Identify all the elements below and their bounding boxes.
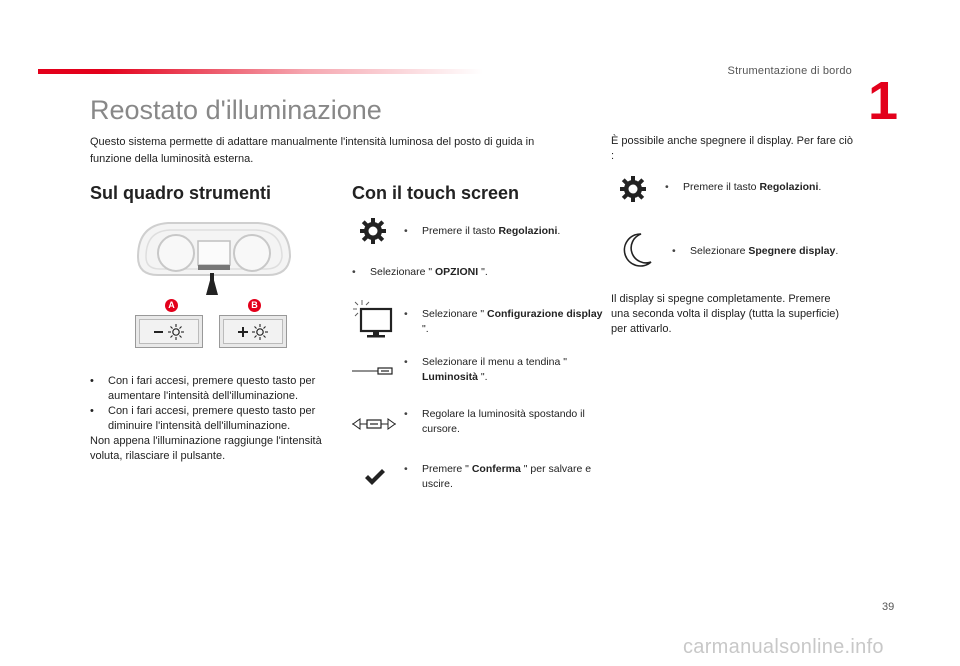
watermark: carmanualsonline.info xyxy=(683,636,884,658)
badge-a: A xyxy=(165,299,178,312)
touch-step-6: • Premere " Conferma " per salvare e uscire. xyxy=(404,463,592,490)
step-text: Con i fari accesi, premere questo tasto per aumentare l'intensità dell'illuminazione. xyxy=(108,375,316,402)
bullet-icon: • xyxy=(404,225,408,237)
dim-minus-button[interactable] xyxy=(135,315,203,348)
touch-step-3: • Selezionare " Configurazione display ". xyxy=(404,308,603,335)
touch-step-1: • Premere il tasto Regolazioni. xyxy=(404,225,561,237)
plus-brightness-icon xyxy=(236,323,272,341)
bullet-icon: • xyxy=(90,375,94,387)
instrument-panel-heading: Sul quadro strumenti xyxy=(90,183,272,203)
settings-gear-icon xyxy=(360,218,386,244)
touch-screen-heading: Con il touch screen xyxy=(352,183,520,203)
display-off-intro: È possibile anche spegnere il display. Per fare ciò : xyxy=(611,135,853,162)
section-label: Strumentazione di bordo xyxy=(727,65,852,77)
page-number: 39 xyxy=(882,601,895,613)
bullet-icon: • xyxy=(404,463,408,475)
display-off-outro: Il display si spegne completamente. Premere una seconda volta il display (tutta la superficie) per attivarlo. xyxy=(611,293,840,335)
dropdown-menu-icon xyxy=(352,364,394,376)
bullet-icon: • xyxy=(352,266,356,278)
chapter-number: 1 xyxy=(868,71,899,131)
dim-plus-button[interactable] xyxy=(219,315,287,348)
display-brightness-icon xyxy=(351,300,393,340)
bullet-icon: • xyxy=(404,308,408,320)
instrument-cluster-illustration xyxy=(128,217,298,299)
slider-cursor-icon xyxy=(352,417,396,431)
moon-icon xyxy=(619,232,653,268)
minus-brightness-icon xyxy=(152,323,188,341)
display-off-step-2: • Selezionare Spegnere display. xyxy=(672,245,839,257)
release-note: Non appena l'illuminazione raggiunge l'intensità voluta, rilasciare il pulsante. xyxy=(90,435,322,462)
step-text: Con i fari accesi, premere questo tasto per diminuire l'intensità dell'illuminazione. xyxy=(108,405,316,432)
page-title: Reostato d'illuminazione xyxy=(90,95,382,125)
bullet-icon: • xyxy=(404,408,408,420)
display-off-step-1: • Premere il tasto Regolazioni. xyxy=(665,181,822,193)
bullet-icon: • xyxy=(665,181,669,193)
instrument-panel-instructions xyxy=(90,374,330,464)
list-item xyxy=(90,374,330,404)
confirm-check-icon xyxy=(364,468,386,486)
intro-text: Questo sistema permette di adattare manualmente l'intensità luminosa del posto di guida in funzione della luminosità esterna. xyxy=(90,136,535,165)
list-item xyxy=(90,404,330,434)
bullet-icon: • xyxy=(404,356,408,368)
touch-step-2: • Selezionare " OPZIONI ". xyxy=(352,266,488,278)
settings-gear-icon xyxy=(620,176,646,202)
bullet-icon: • xyxy=(672,245,676,257)
badge-b: B xyxy=(248,299,261,312)
touch-step-4: • Selezionare il menu a tendina " Luminosità ". xyxy=(404,356,567,383)
bullet-icon: • xyxy=(90,405,94,417)
touch-step-5: • Regolare la luminosità spostando il cursore. xyxy=(404,408,585,435)
header-accent-bar xyxy=(38,69,483,74)
